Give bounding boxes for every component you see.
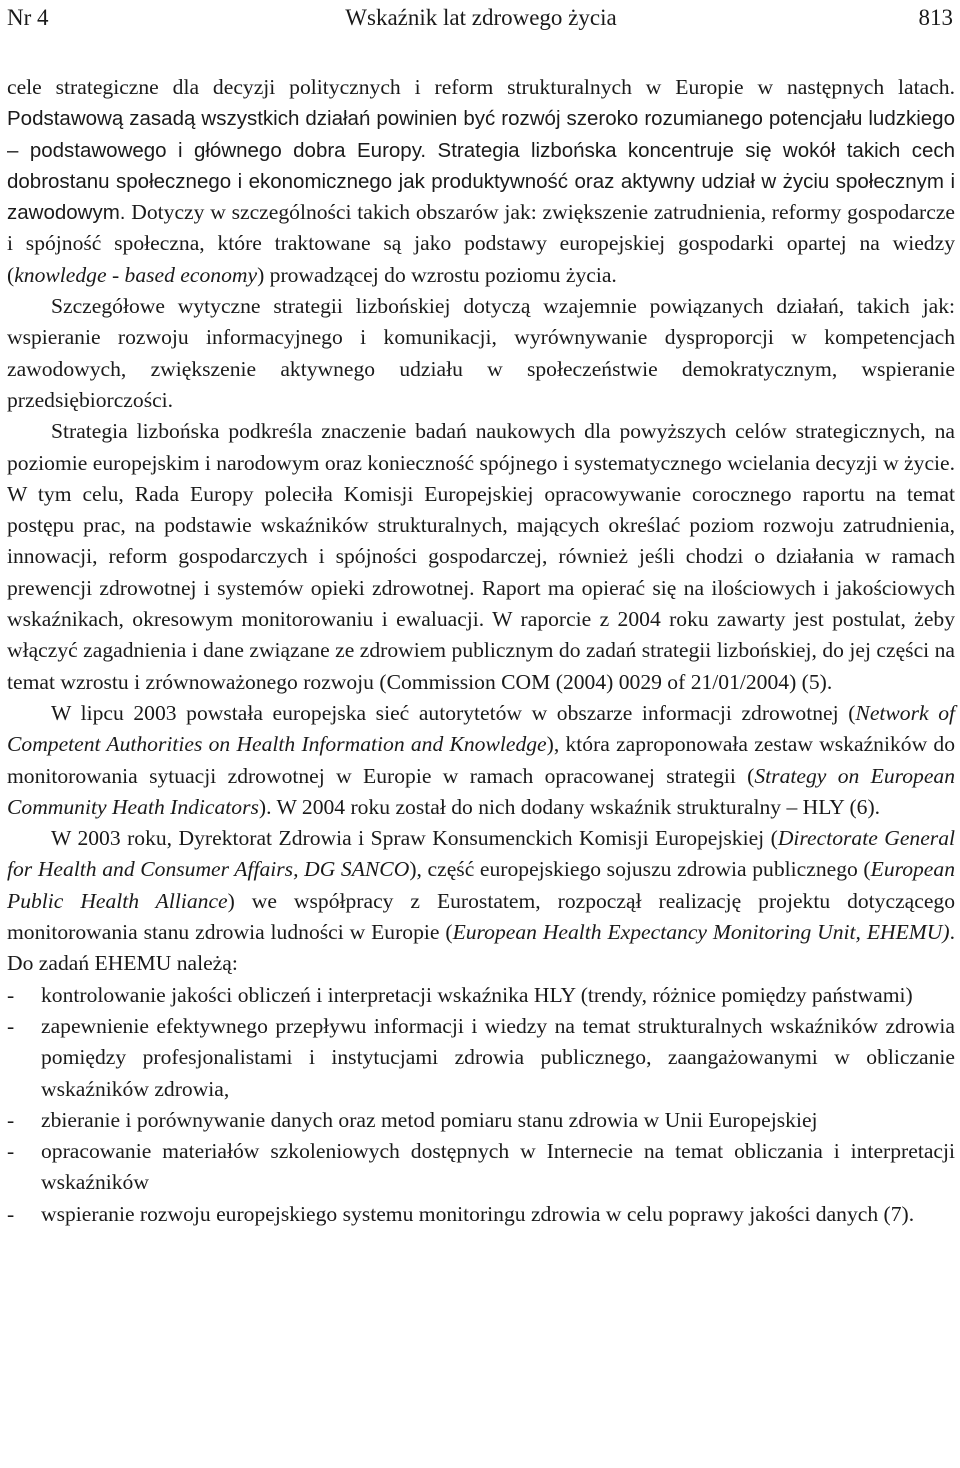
paragraph-5-text-a: W 2003 roku, Dyrektorat Zdrowia i Spraw Konsumenckich Komisji Europejskiej ( (51, 826, 778, 851)
paragraph-4-text-a: W lipcu 2003 powstała europejska sieć autorytetów w obszarze informacji zdrowotnej ( (51, 700, 856, 725)
list-bullet: - (7, 1013, 15, 1038)
paragraph-1 (7, 72, 955, 291)
list-item-text: opracowanie materiałów szkoleniowych dostępnych w Internecie na temat obliczania i interpretacji wskaźników (41, 1139, 955, 1195)
list-item (7, 1199, 955, 1230)
paragraph-1-text-d: ) prowadzącej do wzrostu poziomu życia. (257, 262, 617, 287)
list-item (7, 1105, 955, 1136)
paragraph-4-text-c: ). W 2004 roku został do nich dodany wskaźnik strukturalny – HLY (6). (258, 794, 881, 819)
task-list (7, 980, 955, 1230)
paragraph-5-italic-a: Directorate General for Health and Consumer Affairs, DG SANCO (7, 826, 955, 882)
list-item-text: zapewnienie efektywnego przepływu informacji i wiedzy na temat strukturalnych wskaźników zdrowia pomiędzy profesjonalistami i instytucjami zdrowia publicznego, zaangażowanymi w obliczanie wskaźników zdrowia, (41, 1013, 955, 1101)
paragraph-1-text-c: Dotyczy w szczególności takich obszarów jak: zwiększenie zatrudnienia, reformy gospodarcze i spójność społeczna, które traktowane są jako podstawy europejskiej gospodarki opartej na wiedzy ( (7, 200, 955, 287)
list-item (7, 1011, 955, 1105)
paragraph-5-italic-b: European Public Health Alliance (7, 857, 955, 913)
paragraph-4-text-b: ), która zaproponowała zestaw wskaźników do monitorowania sytuacji zdrowotnej w Europie w ramach opracowanej strategii ( (7, 732, 955, 788)
paragraph-2: Szczegółowe wytyczne strategii lizbońskiej dotyczą wzajemnie powiązanych działań, takich jak: wspieranie rozwoju informacyjnego i komunikacji, wyrównywanie dysproporcji w kompetencjach zawodowych, zwiększenie aktywnego udziału w społeczeństwie demokratycznym, wspieranie przedsiębiorczości. (7, 294, 955, 412)
list-item-text: kontrolowanie jakości obliczeń i interpretacji wskaźnika HLY (trendy, różnice pomiędzy państwami) (41, 982, 913, 1007)
list-bullet: - (7, 1201, 15, 1226)
journal-issue: Nr 4 (7, 5, 49, 30)
paragraph-1-text-a: cele strategiczne dla decyzji politycznych i reform strukturalnych w Europie w następnych latach. (7, 75, 955, 99)
paragraph-5-text-b: ), część europejskiego sojuszu zdrowia publicznego ( (409, 857, 871, 882)
body-text (7, 72, 955, 1230)
paragraph-5-italic-c: European Health Expectancy Monitoring Unit, EHEMU) (452, 920, 950, 945)
paragraph-4 (7, 698, 955, 823)
list-item (7, 1136, 955, 1199)
paragraph-5 (7, 823, 955, 979)
list-bullet: - (7, 1139, 15, 1164)
list-item-text: zbieranie i porównywanie danych oraz metod pomiaru stanu zdrowia w Unii Europejskiej (41, 1107, 818, 1132)
page-number: 813 (918, 5, 953, 30)
paragraph-4-italic-b: Strategy on European Community Heath Indicators (7, 763, 956, 819)
paragraph-4-italic-a: Network of Competent Authorities on Health Information and Knowledge (7, 700, 955, 757)
running-header (7, 0, 955, 40)
document-page (7, 0, 955, 1230)
list-item-text: wspieranie rozwoju europejskiego systemu monitoringu zdrowia w celu poprawy jakości danych (7). (41, 1201, 915, 1226)
list-item (7, 980, 955, 1011)
list-bullet: - (7, 1107, 15, 1132)
paragraph-3: Strategia lizbońska podkreśla znaczenie badań naukowych dla powyższych celów strategicznych, na poziomie europejskim i narodowym oraz konieczność spójnego i systematycznego wcielania decyzji w życie. W tym celu, Rada Europy poleciła Komisji Europejskiej opracowywanie corocznego raportu na temat postępu prac, na podstawie wskaźników strukturalnych, mających określać poziom rozwoju zatrudnienia, innowacji, reform gospodarczych i spójności gospodarczej, również jeśli chodzi o działania w ramach prewencji zdrowotnej i systemów opieki zdrowotnej. Raport ma opierać się na ilościowych i jakościowych wskaźnikach, okresowym monitorowaniu i ewaluacji. W raporcie z 2004 roku zawarty jest postulat, żeby włączyć zagadnienia i dane związane ze zdrowiem publicznym do zadań strategii lizbońskiej, do jej części na temat wzrostu i zrównoważonego rozwoju (Commission COM (2004) 0029 of 21/01/2004) (5). (7, 419, 956, 694)
list-bullet: - (7, 982, 15, 1007)
paragraph-1-italic: knowledge - based economy (14, 262, 258, 287)
paragraph-1-text-b: Podstawową zasadą wszystkich działań powinien być rozwój szeroko rozumianego potencjału ludzkiego – podstawowego i głównego dobra Europy. Strategia lizbońska koncentruje się wokół takich cech dobrostanu społecznego i ekonomicznego jak produktywność oraz aktywny udział w życiu społecznym i zawodowym. (7, 107, 955, 225)
running-title: Wskaźnik lat zdrowego życia (345, 5, 617, 30)
paragraph-5-text-c: ) we współpracy z Eurostatem, rozpoczął realizację projektu dotyczącego monitorowania stanu zdrowia ludności w Europie ( (7, 888, 955, 945)
paragraph-5-text-d: . Do zadań EHEMU należą: (7, 920, 955, 976)
